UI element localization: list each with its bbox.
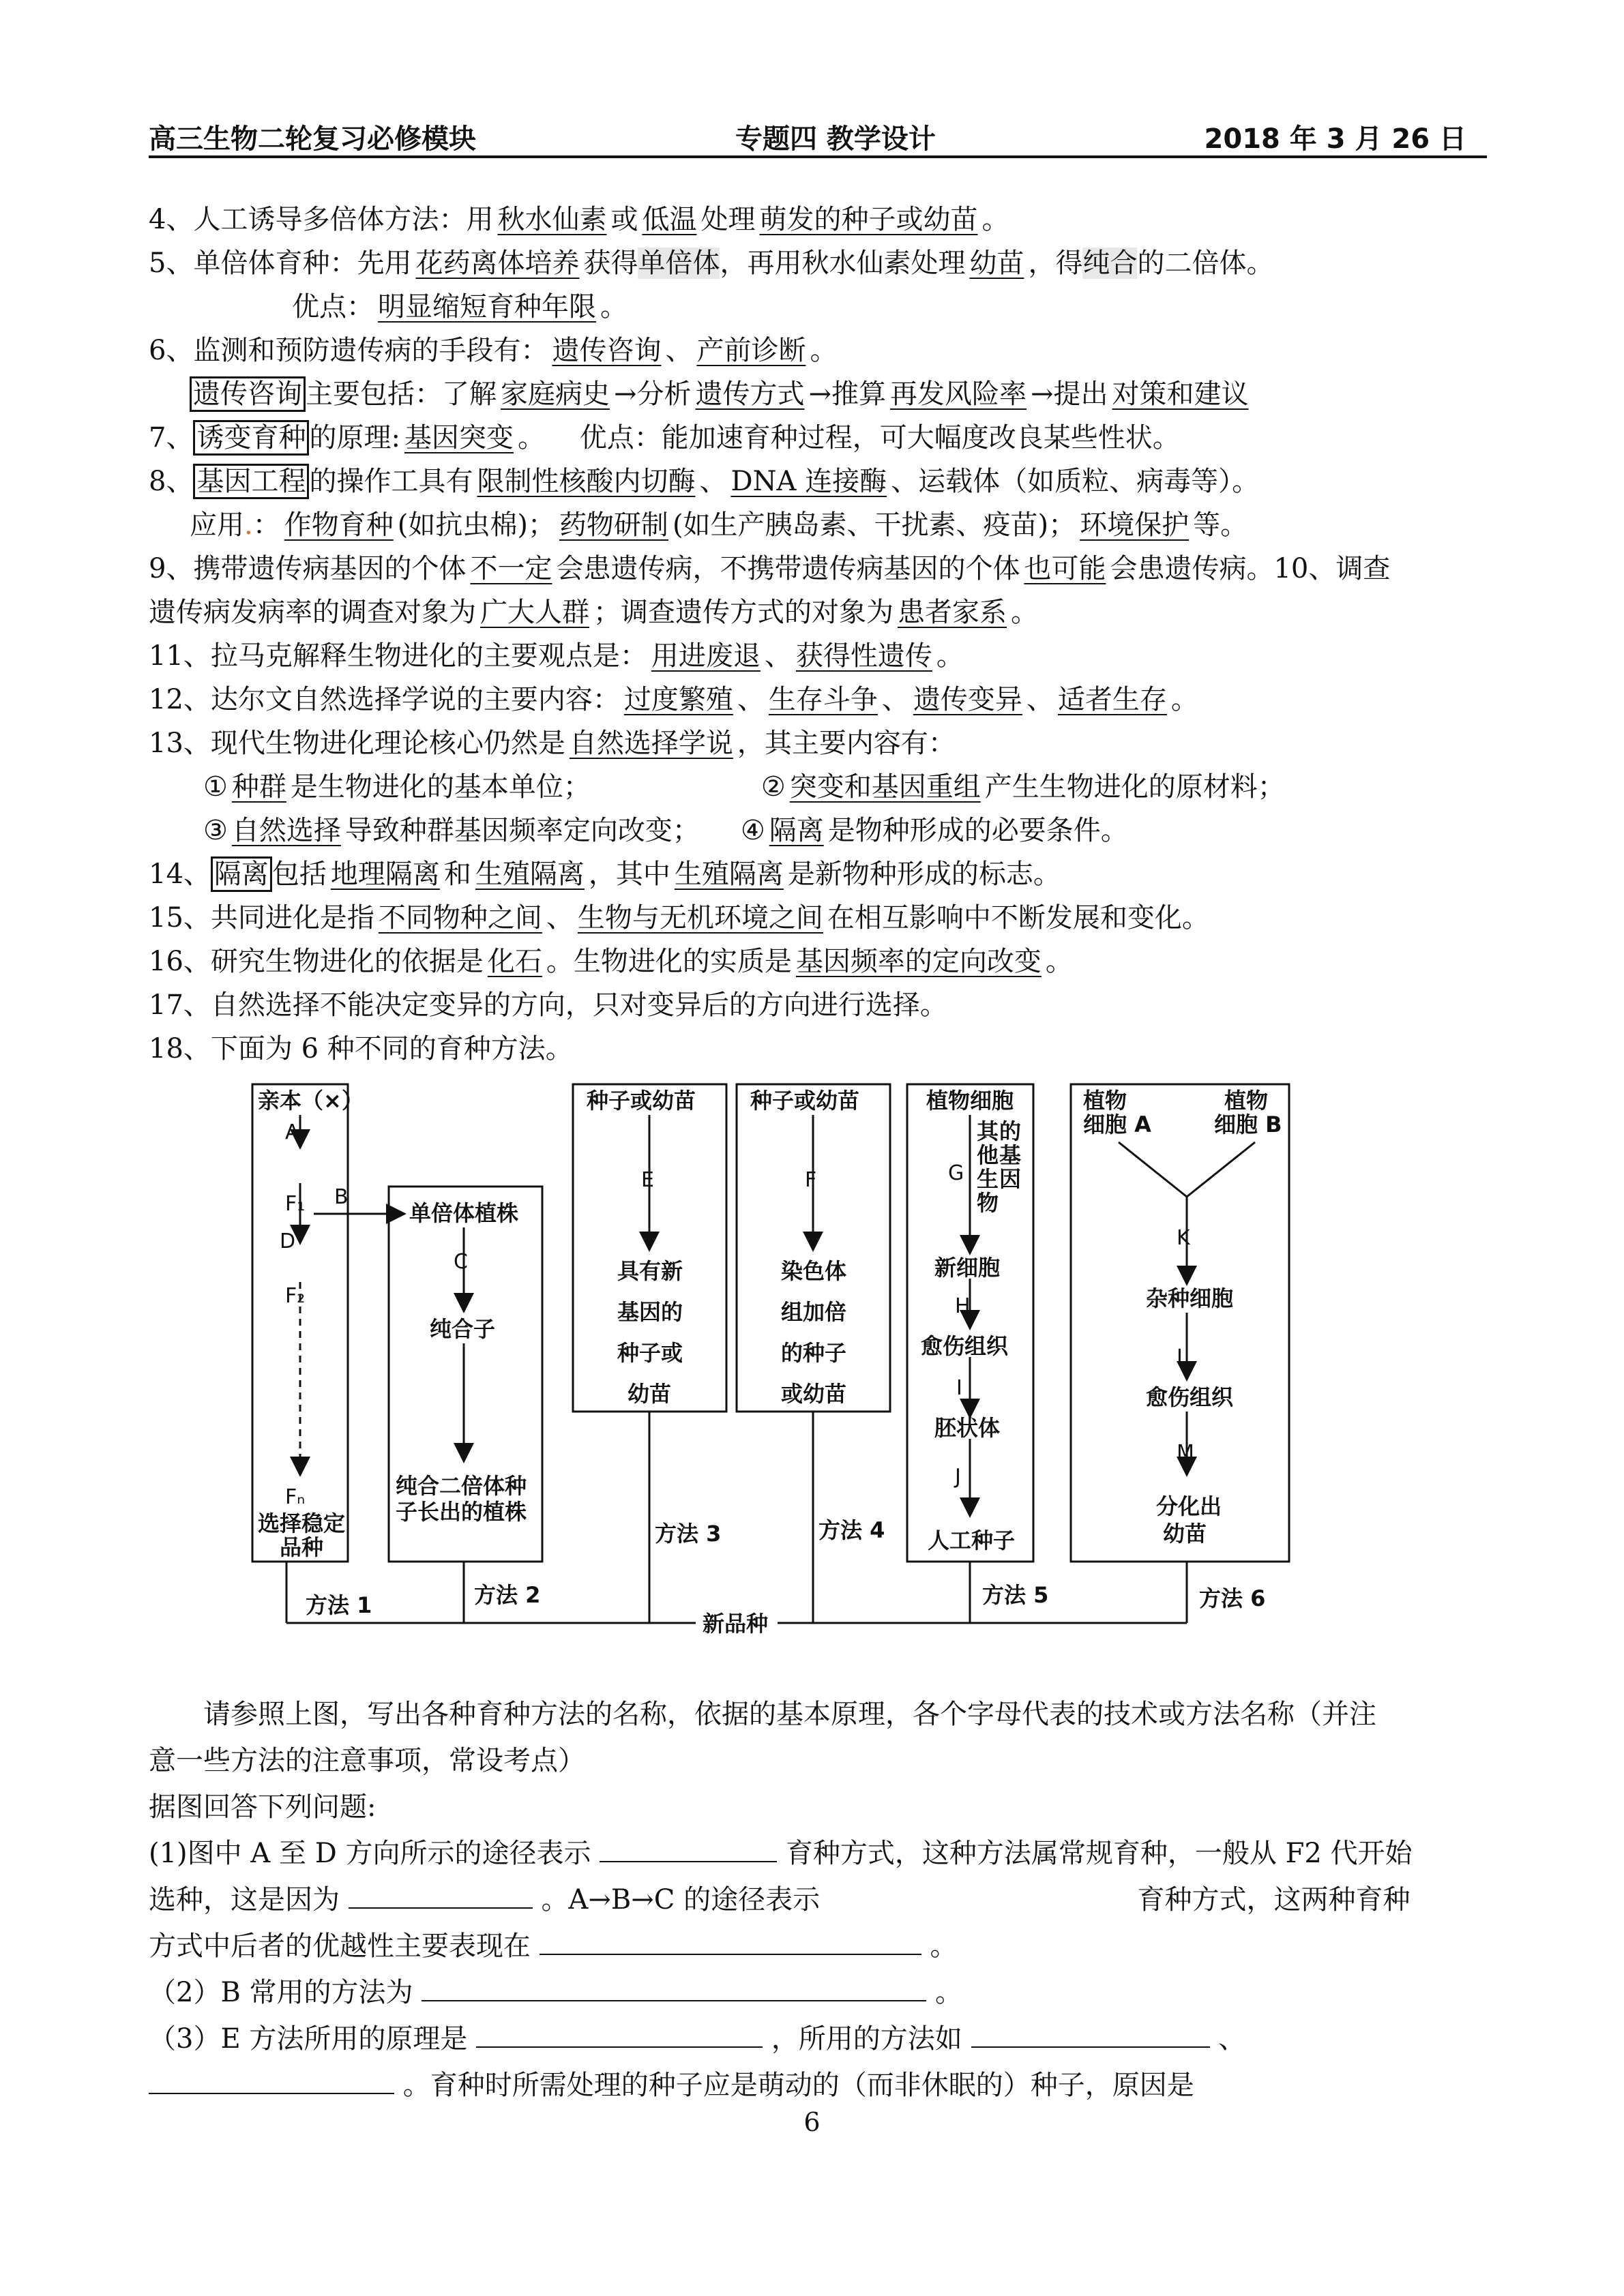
answer-blank[interactable]	[540, 1924, 921, 1955]
m5-side-5: 生	[977, 1166, 999, 1192]
intro-line-1: 请参照上图，写出各种育种方法的名称，依据的基本原理，各个字母代表的技术或方法名称（并注	[203, 1699, 1376, 1730]
answer-blank[interactable]	[149, 2063, 394, 2094]
item-8-application: 应用.： 作物育种 (如抗虫棉)； 药物研制 (如生产胰岛素、干扰素、疫苗)； 环境保护 等。	[190, 509, 1248, 541]
answer: 花药离体培养	[415, 248, 580, 279]
answer: 化石	[487, 946, 542, 977]
answer: 作物育种	[284, 509, 394, 541]
answer: 限制性核酸内切酶	[477, 466, 696, 497]
m4-line-4: 或幼苗	[781, 1381, 847, 1407]
item-13: 13、现代生物进化理论核心仍然是 自然选择学说 ，其主要内容有：	[149, 728, 956, 759]
item-8: 8、 基因工程 的操作工具有 限制性核酸内切酶 、 DNA 连接酶 、运载体（如质粒、病毒等）。	[149, 460, 1487, 503]
answer: 遗传咨询	[552, 335, 662, 366]
q3-line-a: （3）E 方法所用的原理是 ，所用的方法如 、	[149, 2016, 1487, 2062]
answer: 家庭病史	[501, 378, 610, 410]
answer: 对策和建议	[1112, 378, 1249, 410]
answer: 生殖隔离	[475, 859, 585, 890]
m4-line-3: 的种子	[781, 1340, 847, 1366]
item-5-advantage: 优点： 明显缩短育种年限 。	[292, 291, 628, 323]
m5-letter-h: H	[955, 1294, 971, 1318]
item-6-detail: 遗传咨询 主要包括：了解 家庭病史 →分析 遗传方式 →推算 再发风险率 →提出 对策和建议	[149, 372, 1487, 416]
boxed-term: 基因工程	[193, 464, 309, 499]
m1-bottom-1: 选择稳定	[258, 1510, 346, 1536]
m4-line-1: 染色体	[781, 1258, 847, 1284]
item-17: 17、自然选择不能决定变异的方向，只对变异后的方向进行选择。	[149, 989, 947, 1021]
header-center: 专题四 教学设计	[735, 123, 936, 155]
answer: 自然选择	[231, 815, 341, 846]
m5-node-1: 新细胞	[934, 1255, 1001, 1281]
m1-letter-a: A	[285, 1120, 299, 1144]
m6-letter-k: K	[1177, 1226, 1190, 1250]
answer: 基因突变	[404, 422, 514, 453]
item-4: 4、人工诱导多倍体方法：用 秋水仙素 或 低温 处理 萌发的种子或幼苗 。	[149, 204, 1009, 235]
method-2-label: 方法 2	[474, 1582, 541, 1608]
item-14: 14、 隔离 包括 地理隔离 和 生殖隔离 ，其中 生殖隔离 是新物种形成的标志。	[149, 852, 1487, 896]
m6-node-3a: 分化出	[1156, 1493, 1222, 1519]
answer-blank[interactable]	[349, 1877, 533, 1909]
item-15: 15、共同进化是指 不同物种之间 、 生物与无机环境之间 在相互影响中不断发展和变化。	[149, 902, 1209, 934]
m2-top: 单倍体植株	[409, 1200, 519, 1226]
method6-box	[1071, 1084, 1289, 1562]
answer: 隔离	[769, 815, 824, 846]
answer: 生物与无机环境之间	[577, 902, 823, 934]
answer-blank[interactable]	[971, 2016, 1210, 2048]
m6-top-right-1: 植物	[1224, 1088, 1269, 1114]
answer: 环境保护	[1080, 509, 1190, 541]
method-4-label: 方法 4	[818, 1517, 885, 1543]
answer: 遗传方式	[695, 378, 805, 410]
m1-top: 亲本（×）	[258, 1088, 364, 1114]
m5-node-2: 愈伤组织	[921, 1333, 1009, 1359]
m5-side-1: 其	[977, 1118, 999, 1144]
m6-top-right-2: 细胞 B	[1214, 1112, 1282, 1137]
answer: 幼苗	[969, 248, 1024, 279]
method-6-label: 方法 6	[1199, 1585, 1266, 1611]
m2-bottom-2: 子长出的植株	[396, 1499, 527, 1525]
m5-side-7: 物	[977, 1190, 999, 1216]
item-18: 18、下面为 6 种不同的育种方法。	[149, 1033, 573, 1064]
method-5-label: 方法 5	[982, 1582, 1049, 1608]
header-right: 2018 年 3 月 26 日	[1204, 123, 1466, 155]
q1-line-c: 方式中后者的优越性主要表现在 。	[149, 1923, 1487, 1969]
questions-section	[149, 1691, 1487, 2108]
answer: 地理隔离	[330, 859, 440, 890]
m2-letter-c: C	[454, 1250, 468, 1274]
m5-side-2: 的	[999, 1118, 1022, 1144]
answer: 低温	[642, 204, 697, 235]
m1-f2: F₂	[285, 1284, 306, 1308]
m3-line-3: 种子或	[617, 1340, 683, 1366]
m4-letter-f: F	[805, 1168, 817, 1192]
m1-letter-b: B	[334, 1185, 349, 1209]
m3-line-4: 幼苗	[628, 1381, 672, 1407]
boxed-term: 隔离	[211, 856, 272, 892]
answer: 适者生存	[1057, 684, 1167, 715]
q1-line-b: 选种，这是因为 。A→B→C 的途径表示 育种方式，这两种育种	[149, 1877, 1487, 1923]
m5-letter-g: G	[948, 1161, 964, 1185]
item-6: 6、监测和预防遗传病的手段有： 遗传咨询 、 产前诊断 。	[149, 335, 838, 366]
boxed-term: 诱变育种	[193, 420, 309, 456]
q1-line-a: (1)图中 A 至 D 方向所示的途径表示 育种方式，这种方法属常规育种，一般从 F2 代开始	[149, 1830, 1487, 1877]
item-5: 5、单倍体育种：先用 花药离体培养 获得单倍体，再用秋水仙素处理 幼苗 ，得纯合的二倍体。	[149, 248, 1274, 279]
answer: 过度繁殖	[623, 684, 733, 715]
m1-fn: Fₙ	[285, 1485, 306, 1509]
m3-letter-e: E	[641, 1168, 654, 1192]
answer: 基因频率的定向改变	[795, 946, 1042, 977]
answer-blank[interactable]	[600, 1831, 777, 1862]
answer: 也可能	[1024, 553, 1106, 584]
m6-node-3b: 幼苗	[1163, 1521, 1207, 1547]
m6-top-left-1: 植物	[1083, 1088, 1127, 1114]
m5-side-3: 他	[977, 1142, 999, 1168]
q2-line: （2）B 常用的方法为 。	[149, 1969, 1487, 2016]
m1-letter-d: D	[280, 1229, 296, 1253]
answer: 再发风险率	[890, 378, 1027, 410]
page-number: 6	[803, 2107, 821, 2137]
item-12: 12、达尔文自然选择学说的主要内容： 过度繁殖 、 生存斗争 、 遗传变异 、 适者生存 。	[149, 684, 1198, 715]
q3-line-b: 。育种时所需处理的种子应是萌动的（而非休眠的）种子，原因是	[149, 2062, 1487, 2108]
new-variety-label: 新品种	[703, 1611, 769, 1637]
answer: 获得性遗传	[795, 640, 932, 672]
intro-line-2: 意一些方法的注意事项，常设考点）	[149, 1745, 585, 1776]
m3-line-1: 具有新	[617, 1258, 683, 1284]
m2-mid: 纯合子	[430, 1316, 496, 1342]
m5-side-4: 基	[999, 1142, 1022, 1168]
document-body	[149, 198, 1487, 1071]
answer-blank[interactable]	[422, 1970, 926, 2001]
answer: 突变和基因重组	[789, 771, 981, 803]
item-7: 7、 诱变育种 的原理: 基因突变 。 优点：能加速育种过程，可大幅度改良某些性状。	[149, 416, 1487, 460]
answer: 药物研制	[559, 509, 668, 541]
item-13-points-b: ③ 自然选择 导致种群基因频率定向改变； ④ 隔离 是物种形成的必要条件。	[203, 815, 1128, 846]
m3-top: 种子或幼苗	[587, 1088, 696, 1114]
answer: 广大人群	[480, 597, 589, 628]
answer: 产前诊断	[696, 335, 806, 366]
answer: 种群	[231, 771, 286, 803]
m6-node-2: 愈伤组织	[1146, 1384, 1234, 1410]
method-1-label: 方法 1	[306, 1592, 372, 1618]
m4-top: 种子或幼苗	[750, 1088, 860, 1114]
method-3-label: 方法 3	[655, 1521, 722, 1547]
answer: 不同物种之间	[378, 902, 542, 934]
answer: 不一定	[470, 553, 552, 584]
answer: 生存斗争	[768, 684, 878, 715]
m5-node-3: 胚状体	[934, 1415, 1001, 1441]
m5-side-6: 因	[999, 1166, 1022, 1192]
answer: 患者家系	[898, 597, 1007, 628]
answer: 用进废退	[651, 640, 761, 672]
m1-bottom-2: 品种	[280, 1534, 324, 1560]
m6-letter-m: M	[1177, 1441, 1194, 1465]
item-13-points-a: ① 种群 是生物进化的基本单位； ② 突变和基因重组 产生生物进化的原材料；	[203, 771, 1285, 803]
item-16: 16、研究生物进化的依据是 化石 。生物进化的实质是 基因频率的定向改变 。	[149, 946, 1073, 977]
answer: 自然选择学说	[569, 728, 733, 759]
m6-letter-l: L	[1177, 1345, 1188, 1369]
item-10: 遗传病发病率的调查对象为 广大人群 ；调查遗传方式的对象为 患者家系 。	[149, 597, 1038, 628]
prompt-line: 据图回答下列问题:	[149, 1791, 377, 1823]
m2-bottom-1: 纯合二倍体种	[396, 1473, 527, 1499]
m4-line-2: 组加倍	[781, 1299, 847, 1325]
m6-node-1: 杂种细胞	[1146, 1285, 1234, 1311]
answer: 萌发的种子或幼苗	[759, 204, 978, 235]
item-11: 11、拉马克解释生物进化的主要观点是： 用进废退 、 获得性遗传 。	[149, 640, 964, 672]
answer: 明显缩短育种年限	[378, 291, 596, 323]
answer: 生殖隔离	[674, 859, 784, 890]
m5-top: 植物细胞	[926, 1088, 1014, 1114]
answer-blank[interactable]	[476, 2016, 763, 2048]
boxed-term: 遗传咨询	[190, 376, 306, 412]
m3-line-2: 基因的	[617, 1299, 683, 1325]
answer: 秋水仙素	[497, 204, 607, 235]
header-left: 高三生物二轮复习必修模块	[149, 123, 476, 155]
page-header	[149, 116, 1487, 158]
breeding-methods-diagram	[232, 1077, 1310, 1657]
answer: 遗传变异	[913, 684, 1022, 715]
m5-letter-j: J	[955, 1465, 961, 1489]
m1-f1: F₁	[285, 1192, 306, 1216]
item-9: 9、携带遗传病基因的个体 不一定 会患遗传病，不携带遗传病基因的个体 也可能 会患遗传病。10、调查	[149, 553, 1391, 584]
m6-top-left-2: 细胞 A	[1083, 1112, 1151, 1137]
m5-node-4: 人工种子	[928, 1527, 1016, 1553]
m5-letter-i: I	[956, 1376, 962, 1400]
answer: DNA 连接酶	[730, 466, 887, 497]
diagram-svg	[232, 1077, 1310, 1657]
